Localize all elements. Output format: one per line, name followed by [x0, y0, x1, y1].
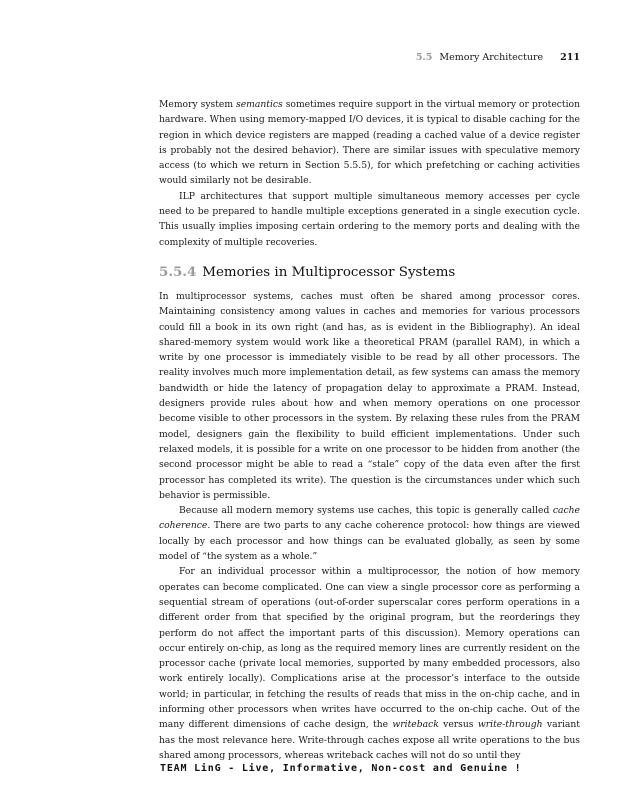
footer-watermark: TEAM LinG - Live, Informative, Non-cost and Genuine !: [160, 763, 522, 774]
paragraph-individual-processor: [159, 564, 580, 763]
page-number: 211: [560, 52, 580, 63]
header-section-title: Memory Architecture: [439, 52, 544, 63]
para5-text-end: variant has the most relevance here. Write-through caches expose all write operations to the bus shared among processors, whereas writeback caches will not do so until they: [159, 719, 580, 761]
para1-text-end: sometimes require support in the virtual memory or protection hardware. When using memory-mapped I/O devices, it is typical to disable caching for the region in which device registers are mapped (reading a cached value of a device register is probably not the desired behavior). There are similar issues with speculative memory access (to which we return in Section 5.5.5), for which prefetching or caching activities would similarly not be desirable.: [159, 99, 580, 187]
header-section-number: 5.5: [415, 52, 433, 63]
paragraph-memory-semantics: [159, 97, 580, 189]
paragraph-ilp-architectures: ILP architectures that support multiple simultaneous memory accesses per cycle need to be prepared to handle multiple exceptions generated in a single execution cycle. This usually implies imposing certain ordering to the memory ports and dealing with the complexity of multiple recoveries.: [159, 190, 580, 248]
para5-text-mid: versus: [438, 719, 478, 731]
paragraph-cache-coherence: [159, 503, 580, 564]
page-body: [159, 97, 580, 763]
para4-text-start: Because all modern memory systems use caches, this topic is generally called: [179, 505, 553, 517]
para1-text-start: Memory system: [159, 99, 237, 110]
para5-text-start: For an individual processor within a multiprocessor, the notion of how memory operates can become complicated. One can view a single processor core as performing a sequential stream of operations (out-of-order superscalar cores perform operations in a different order from that specified by the original program, but the reorderings they perform do not affect the important parts of this discussion). Memory operations can occur entirely on-chip, as long as the required memory lines are currently resident on the processor cache (private local memories, supported by many embedded processors, also work entirely locally). Complications arise at the processor’s interface to the outside world; in particular, in fetching the results of reads that miss in the on-chip cache, and in informing other processors when writes have occurred to the on-chip cache. Out of the many different dimensions of cache design, the: [159, 566, 580, 731]
running-head: [0, 52, 580, 64]
para4-text-end: . There are two parts to any cache coherence protocol: how things are viewed locally by each processor and how things can be evaluated globally, as seen by some model of “the system as a whole.”: [159, 520, 580, 563]
para4-emphasis-cache-coherence: cache coherence: [159, 505, 580, 532]
section-heading: [159, 264, 580, 281]
section-number: 5.5.4: [159, 263, 197, 280]
para5-emphasis-write-through: write-through: [477, 719, 543, 731]
section-title: Memories in Multiprocessor Systems: [202, 264, 456, 280]
para1-emphasis-semantics: semantics: [236, 99, 283, 110]
para5-emphasis-writeback: writeback: [392, 719, 439, 731]
paragraph-multiprocessor-caches: In multiprocessor systems, caches must often be shared among processor cores. Maintaining consistency among values in caches and memories for various processors could fill a book in its own right (and has, as is evident in the Bibliography). An ideal shared-memory system would work like a theoretical PRAM (parallel RAM), in which a write by one processor is immediately visible to be read by all other processors. The reality involves much more implementation detail, as few systems can amass the memory bandwidth or hide the latency of propagation delay to approximate a PRAM. Instead, designers provide rules about how and when memory operations on one processor become visible to other processors in the system. By relaxing these rules from the PRAM model, designers gain the flexibility to build efficient implementations. Under such relaxed models, it is possible for a write on one processor to be hidden from another (the second processor might be able to read a “stale” copy of the data even after the first processor has completed its write). The question is the circumstances under which such behavior is permissible.: [159, 290, 580, 501]
